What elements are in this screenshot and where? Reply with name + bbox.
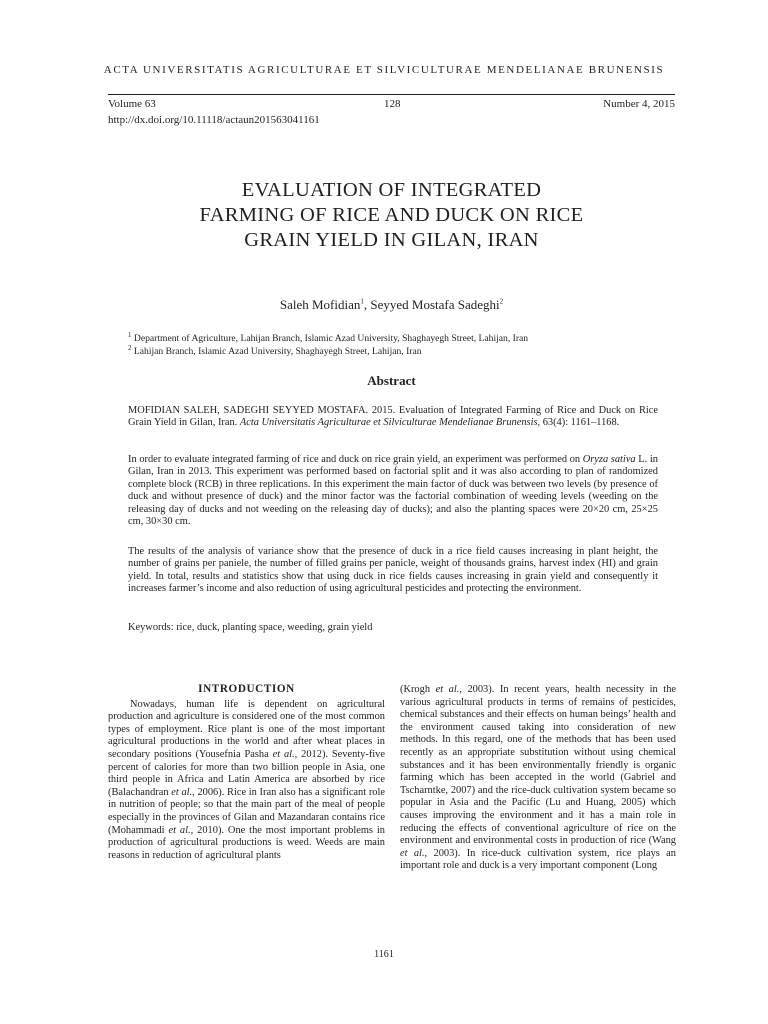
issue-number: Number 4, 2015	[603, 98, 675, 110]
section-heading: INTRODUCTION	[198, 683, 295, 695]
doi-link[interactable]: http://dx.doi.org/10.11118/actaun201563041161	[108, 114, 320, 126]
issue-info	[108, 98, 675, 128]
affil-mark: 2	[128, 344, 132, 352]
title-line: EVALUATION OF INTEGRATED	[241, 179, 542, 201]
abstract-paragraph-2: The results of the analysis of variance show that the presence of duck in a rice field causes increasing in plant height, the number of grains per paniele, the number of filled grains per panicle, weight of thousands grains, harvest index (HI) and grain yield. In total, results and statistics show that using duck in rice fields causes increasing in grain yield and consequently it increases farmer’s income and also reduction of using agricultural pesticides and protecting the environment.	[128, 546, 658, 595]
abstract-citation	[128, 405, 658, 430]
etal: et al.	[168, 824, 191, 836]
intro-left-column	[108, 683, 385, 862]
body-text: , 2012). Seventy-five percent of calories for more than two billion people in Asia, one third people in Africa and Latin America are absorbed by rice (Balachandran	[108, 748, 385, 798]
title-line: GRAIN YIELD IN GILAN, IRAN	[244, 229, 539, 251]
page-number: 1161	[374, 949, 394, 960]
abstract-heading: Abstract	[367, 373, 416, 388]
author-affil-mark: 2	[499, 297, 504, 306]
etal: et al.	[171, 786, 193, 798]
header-rule	[108, 94, 675, 95]
issue-page: 128	[384, 98, 401, 110]
abstract-text: In order to evaluate integrated farming of rice and duck on rice grain yield, an experiment was performed on	[128, 454, 583, 465]
body-text: , 2006). Rice in Iran also has a significant role in nutrition of people; so that the main part of the meal of people especially in the provinces of Gilan and Mazandaran contains rice (Mohammadi	[108, 786, 385, 836]
intro-paragraph	[400, 684, 676, 873]
intro-right-column	[400, 684, 676, 873]
author-name: Seyyed Mostafa Sadeghi	[370, 297, 500, 312]
article-title	[108, 178, 675, 253]
body-text: , 2003). In recent years, health necessity in the various agricultural products in terms of remains of pesticides, chemical substances and their effects on human beings’ health and the environment caused taking into consideration of new methods. In this regard, one of the methods that has been used recently as an appropriate substitution without using chemical substances and it has been environmentally friendly is organic farming which has been accepted in the world (Gabriel and Tscharntke, 2007) and the rice-duck cultivation system became so popular in Asia and the Pacific (Lu and Huang, 2005) which causes improving the environment and it has a main role in reducing the effects of conventional agriculture of rice on the environment and environmental costs in production of rice (Wang	[400, 684, 676, 847]
citation-text: , 63(4): 1161–1168.	[537, 417, 620, 429]
author-affil-mark: 1	[360, 297, 364, 306]
author-name: Saleh Mofidian	[279, 297, 361, 312]
species-name: Oryza sativa	[582, 454, 636, 465]
affiliation-2	[128, 342, 675, 358]
affil-text: Lahijan Branch, Islamic Azad University, Shaghayegh Street, Lahijan, Iran	[131, 346, 422, 358]
affil-mark: 1	[128, 331, 132, 339]
body-text: , 2003). In rice-duck cultivation system, rice plays an important role and duck is a very important component (Long	[400, 847, 676, 872]
volume: Volume 63	[108, 98, 156, 110]
etal: et al.	[435, 684, 460, 695]
etal: et al.	[272, 748, 295, 760]
authors	[108, 297, 675, 313]
author-separator: ,	[363, 297, 371, 312]
journal-name: ACTA UNIVERSITATIS AGRICULTURAE ET SILVICULTURAE MENDELIANAE BRUNENSIS	[103, 64, 665, 76]
title-line: FARMING OF RICE AND DUCK ON RICE	[199, 204, 584, 226]
abstract-paragraph-1	[128, 454, 658, 528]
citation-journal: Acta Universitatis Agriculturae et Silviculturae Mendelianae Brunensis	[239, 417, 538, 429]
body-text: Nowadays, human life is dependent on agricultural production and agriculture is considered one of the most common types of employment. Rice plant is one of the most important agricultural productions in the world and after wheat places in secondary positions (Yousefnia Pasha	[108, 698, 385, 760]
body-text: (Krogh	[400, 684, 436, 695]
body-text: , 2010). One the most important problems in production of agricultural productions is weed. Weeds are main reasons in reduction of agricultural plants	[108, 824, 385, 861]
keywords: Keywords: rice, duck, planting space, weeding, grain yield	[128, 622, 373, 633]
abstract-text: L. in Gilan, Iran in 2013. This experiment was performed based on factorial split and it was also according to plan of randomized complete block (RCB) in three replications. In this experiment the main factor of duck was between two levels (by presence of duck and without presence of duck) and the minor factor was the factorial combination of weeding levels (weeding on the releasing day of ducks and not weeding on the releasing day of ducks); and also the planting spaces were 20×20 cm, 25×25 cm, 30×30 cm.	[128, 454, 658, 528]
etal: et al.	[400, 847, 425, 859]
intro-paragraph	[108, 699, 385, 863]
affil-text: Department of Agriculture, Lahijan Branch, Islamic Azad University, Shaghayegh Street, Lahijan, Iran	[131, 333, 529, 345]
citation-text: MOFIDIAN SALEH, SADEGHI SEYYED MOSTAFA. 2015. Evaluation of Integrated Farming of Rice and Duck on Rice Grain Yield in Gilan, Iran.	[128, 405, 658, 429]
